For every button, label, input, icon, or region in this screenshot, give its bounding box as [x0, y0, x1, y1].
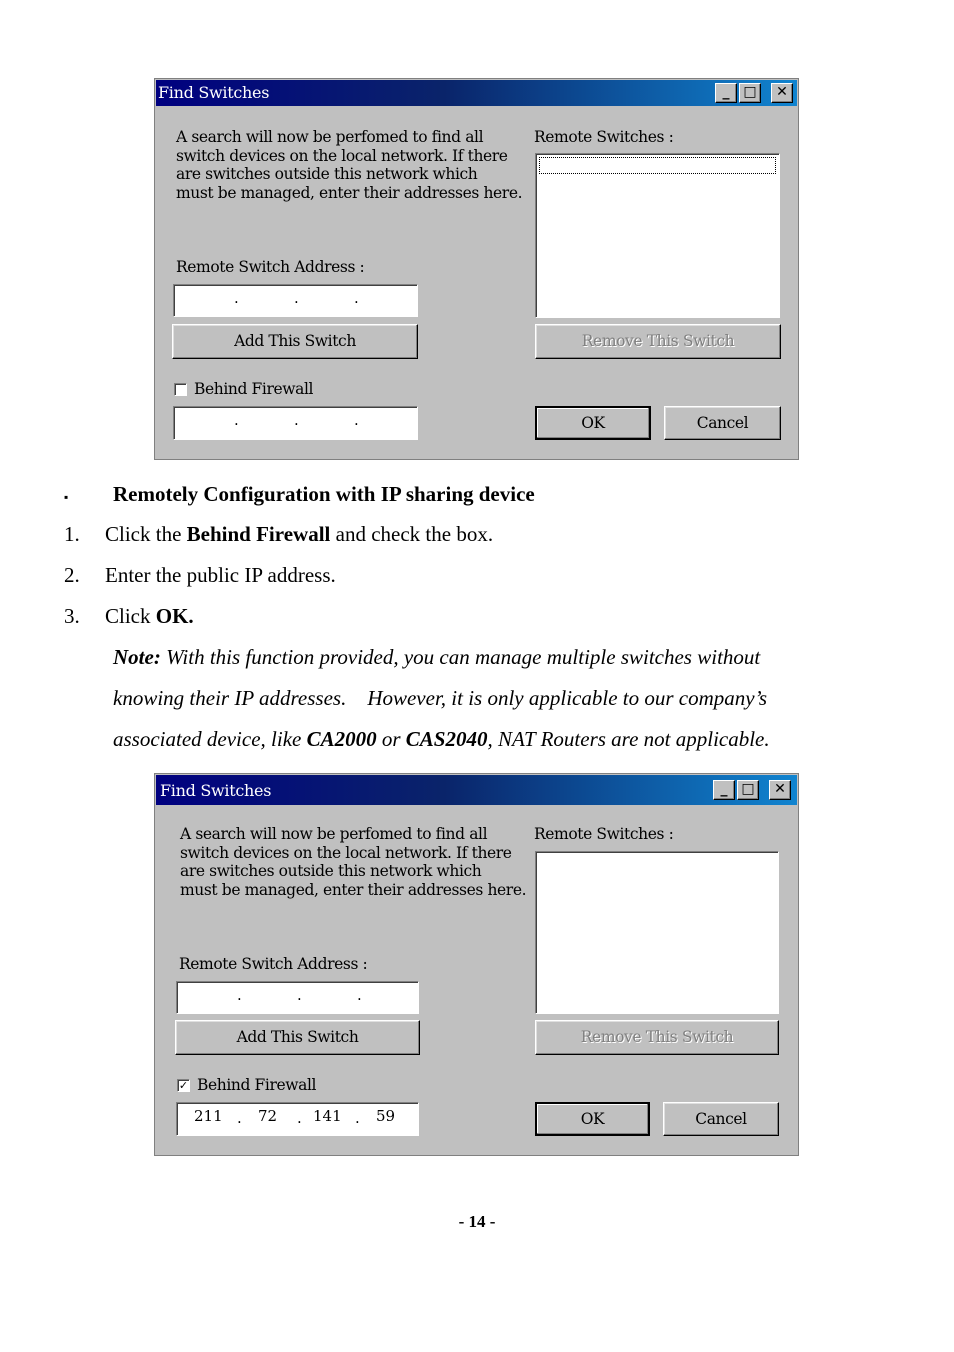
note-line-3: associated device, like CA2000 or CAS2040, NAT Routers are not applicable. [113, 727, 770, 751]
search-description: A search will now be perfomed to find all switch devices on the local network. If there are switches outside this network which must be managed, enter their addresses here. [176, 128, 523, 202]
remove-switch-button[interactable]: Remove This Switch [535, 1020, 779, 1055]
ok-button[interactable]: OK [535, 1102, 650, 1136]
dialog-title: Find Switches [158, 83, 270, 102]
remote-switch-address-label: Remote Switch Address : [176, 258, 365, 276]
note-line-1: Note: With this function provided, you can manage multiple switches without [113, 645, 761, 669]
cancel-button[interactable]: Cancel [664, 406, 781, 440]
behind-firewall-checkbox[interactable] [174, 383, 187, 396]
step-3-number: 3. [64, 604, 80, 628]
add-switch-button[interactable]: Add This Switch [175, 1020, 420, 1055]
behind-firewall-checkbox[interactable]: ✓ [178, 1079, 189, 1092]
ok-button[interactable]: OK [535, 406, 651, 440]
remote-switch-address-label: Remote Switch Address : [179, 955, 368, 973]
remote-switches-list[interactable] [535, 153, 780, 318]
ip-octet-2: 72 [258, 1107, 278, 1125]
remote-switch-address-input[interactable]: . . . [173, 284, 418, 317]
bullet-icon: ▪ [64, 490, 69, 504]
maximize-icon[interactable]: □ [739, 83, 761, 103]
remove-switch-button[interactable]: Remove This Switch [535, 324, 781, 359]
firewall-ip-input[interactable]: . . . [173, 406, 418, 440]
step-2-text: Enter the public IP address. [105, 563, 336, 587]
add-switch-button[interactable]: Add This Switch [172, 324, 418, 359]
remote-switches-list[interactable] [535, 851, 779, 1014]
note-line-2: knowing their IP addresses. However, it is only applicable to our company’s [113, 686, 768, 710]
behind-firewall-label: Behind Firewall [197, 1076, 317, 1094]
maximize-icon[interactable]: □ [737, 780, 759, 800]
ip-octet-1: 211 [194, 1107, 223, 1125]
remote-switches-label: Remote Switches : [534, 128, 674, 146]
page-number: - 14 - [458, 1212, 496, 1231]
step-1-number: 1. [64, 522, 80, 546]
ip-octet-3: 141 [313, 1107, 342, 1125]
minimize-icon[interactable]: _ [715, 83, 737, 103]
step-3-text: Click OK. [105, 604, 194, 628]
ip-octet-4: 59 [376, 1107, 396, 1125]
cancel-button[interactable]: Cancel [663, 1102, 779, 1136]
step-1-text: Click the Behind Firewall and check the box. [105, 522, 494, 546]
list-focus-rect [539, 157, 776, 174]
minimize-icon[interactable]: _ [713, 780, 735, 800]
behind-firewall-label: Behind Firewall [194, 380, 314, 398]
find-switches-dialog-1 [154, 78, 799, 460]
title-bar[interactable] [156, 775, 797, 805]
remote-switch-address-input[interactable]: . . . [176, 981, 419, 1014]
remote-switches-label: Remote Switches : [534, 825, 674, 843]
section-heading: Remotely Configuration with IP sharing device [113, 482, 535, 506]
search-description: A search will now be perfomed to find all switch devices on the local network. If there are switches outside this network which must be managed, enter their addresses here. [180, 825, 527, 899]
step-2-number: 2. [64, 563, 80, 587]
dialog-title: Find Switches [160, 781, 272, 800]
firewall-ip-input[interactable]: 211 . 72 . 141 . 59 [176, 1102, 419, 1136]
title-bar[interactable] [156, 80, 797, 106]
find-switches-dialog-2 [154, 773, 799, 1156]
close-icon[interactable]: ✕ [771, 83, 793, 103]
close-icon[interactable]: ✕ [769, 780, 791, 800]
